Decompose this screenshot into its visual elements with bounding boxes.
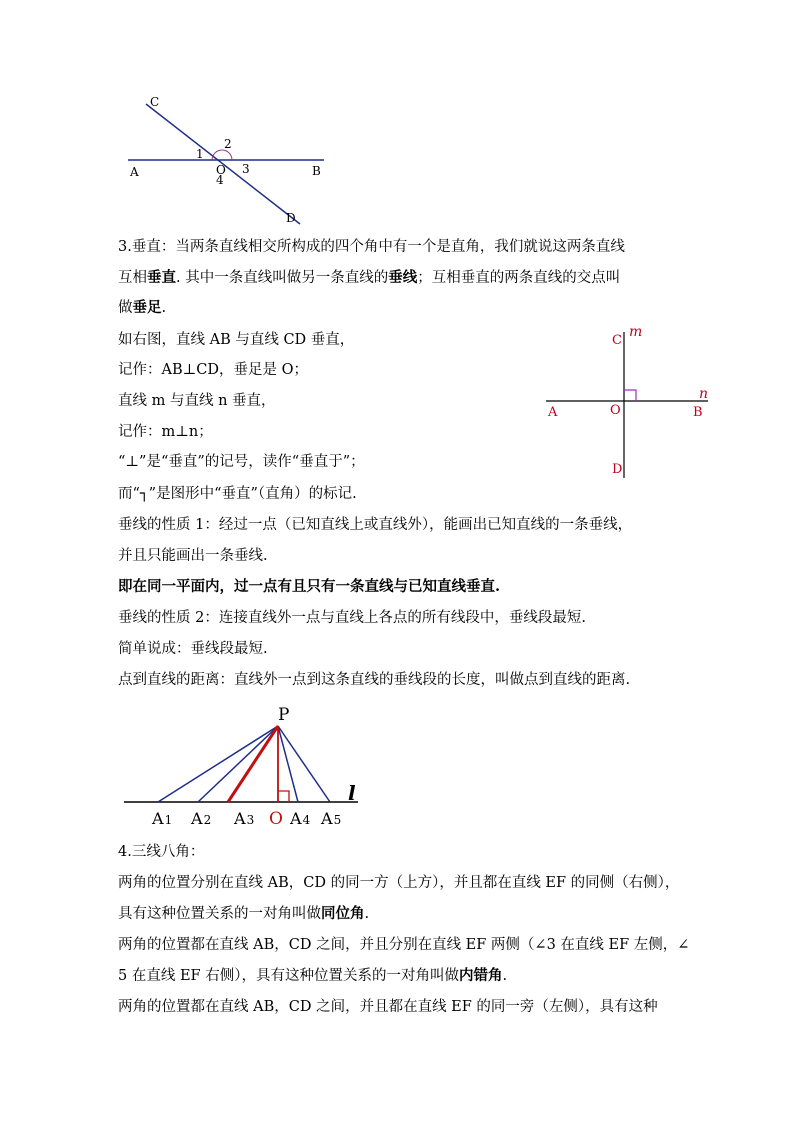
label-d: D [612, 462, 623, 477]
text-line [118, 966, 507, 986]
text-span: . [364, 906, 370, 922]
section-heading: 4.三线八角： [118, 844, 205, 860]
text-line [118, 298, 166, 318]
text-span: 互相 [118, 270, 147, 286]
label-d: D [286, 211, 296, 225]
label-a2: A2 [191, 809, 212, 828]
text-line: 点到直线的距离：直线外一点到这条直线的垂线段的长度，叫做点到直线的距离. [118, 672, 631, 688]
text-line: 两角的位置都在直线 AB，CD 之间，并且都在直线 EF 的同一旁（左侧），具有这种 [118, 999, 658, 1015]
label-a5: A5 [321, 809, 342, 828]
right-angle-mark [624, 390, 636, 401]
label-c: C [150, 95, 160, 109]
text-span: 而“ [118, 486, 140, 502]
term-foot: 垂足 [132, 299, 162, 316]
label-a: A [548, 405, 558, 420]
text-span: 5 在直线 EF 右侧），具有这种位置关系的一对角叫做 [118, 968, 459, 984]
text-span: 具有这种位置关系的一对角叫做 [118, 906, 321, 922]
label-o: O [269, 809, 283, 829]
label-b: B [312, 164, 321, 178]
text-span: . 其中一条直线叫做另一条直线的 [176, 270, 389, 286]
text-line-bold: 即在同一平面内，过一点有且只有一条直线与已知直线垂直. [118, 578, 501, 595]
label-l: l [348, 781, 356, 805]
text-line: 两角的位置都在直线 AB，CD 之间，并且分别在直线 EF 两侧（∠3 在直线 EF 左侧，∠ [118, 937, 690, 953]
label-a: A [130, 165, 139, 179]
label-o: O [610, 403, 621, 418]
right-angle-symbol: ┐ [139, 485, 149, 502]
text-line: 3.垂直：当两条直线相交所构成的四个角中有一个是直角，我们就说这两条直线 [118, 239, 625, 255]
segment-pa2 [198, 726, 278, 802]
text-line: 简单说成：垂线段最短. [118, 641, 268, 657]
segment-pa3 [228, 726, 278, 802]
text-line: 垂线的性质 2：连接直线外一点与直线上各点的所有线段中，垂线段最短. [118, 610, 586, 626]
text-span: 做 [118, 300, 133, 316]
label-a4: A4 [290, 809, 311, 828]
label-m: m [629, 324, 643, 340]
text-line: 记作：m⊥n； [118, 424, 213, 440]
label-a3: A3 [234, 809, 255, 828]
text-line: 记作：AB⊥CD，垂足是 O； [118, 362, 308, 378]
term-perpendicular-line: 垂线 [388, 269, 418, 286]
angle-label-1: 1 [196, 147, 204, 161]
text-line: “⊥”是“垂直”的记号，读作“垂直于”； [118, 454, 365, 470]
text-line [118, 484, 357, 504]
perpendicular-lines-figure [540, 322, 720, 482]
text-line [118, 904, 369, 924]
label-c: C [612, 333, 622, 348]
right-angle-mark [278, 791, 289, 802]
label-n: n [699, 386, 709, 402]
text-span: ”是图形中“垂直”（直角）的标记. [148, 486, 357, 502]
label-p: P [278, 705, 290, 725]
text-span: . [502, 968, 508, 984]
angle-label-4: 4 [216, 173, 224, 187]
text-line: 如右图，直线 AB 与直线 CD 垂直， [118, 332, 355, 348]
term-corresponding-angles: 同位角 [321, 905, 365, 922]
label-b: B [693, 405, 703, 420]
text-span: . [161, 300, 167, 316]
text-line: 并且只能画出一条垂线. [118, 548, 268, 564]
term-perpendicular: 垂直 [147, 269, 176, 286]
text-line [118, 268, 620, 288]
label-a1: A1 [152, 809, 173, 828]
term-alternate-interior-angles: 内错角 [458, 967, 503, 984]
text-line: 直线 m 与直线 n 垂直， [118, 393, 276, 409]
intersecting-lines-figure [118, 92, 338, 232]
segment-pa1 [158, 726, 278, 802]
text-span: ；互相垂直的两条直线的交点叫 [417, 270, 621, 286]
text-line: 垂线的性质 1：经过一点（已知直线上或直线外），能画出已知直线的一条垂线， [118, 517, 633, 533]
label-o: O [216, 163, 226, 177]
angle-label-3: 3 [242, 162, 250, 176]
angle-label-2: 2 [224, 137, 232, 151]
point-to-line-figure [118, 694, 378, 834]
text-line: 两角的位置分别在直线 AB，CD 的同一方（上方），并且都在直线 EF 的同侧（右侧）， [118, 875, 680, 891]
